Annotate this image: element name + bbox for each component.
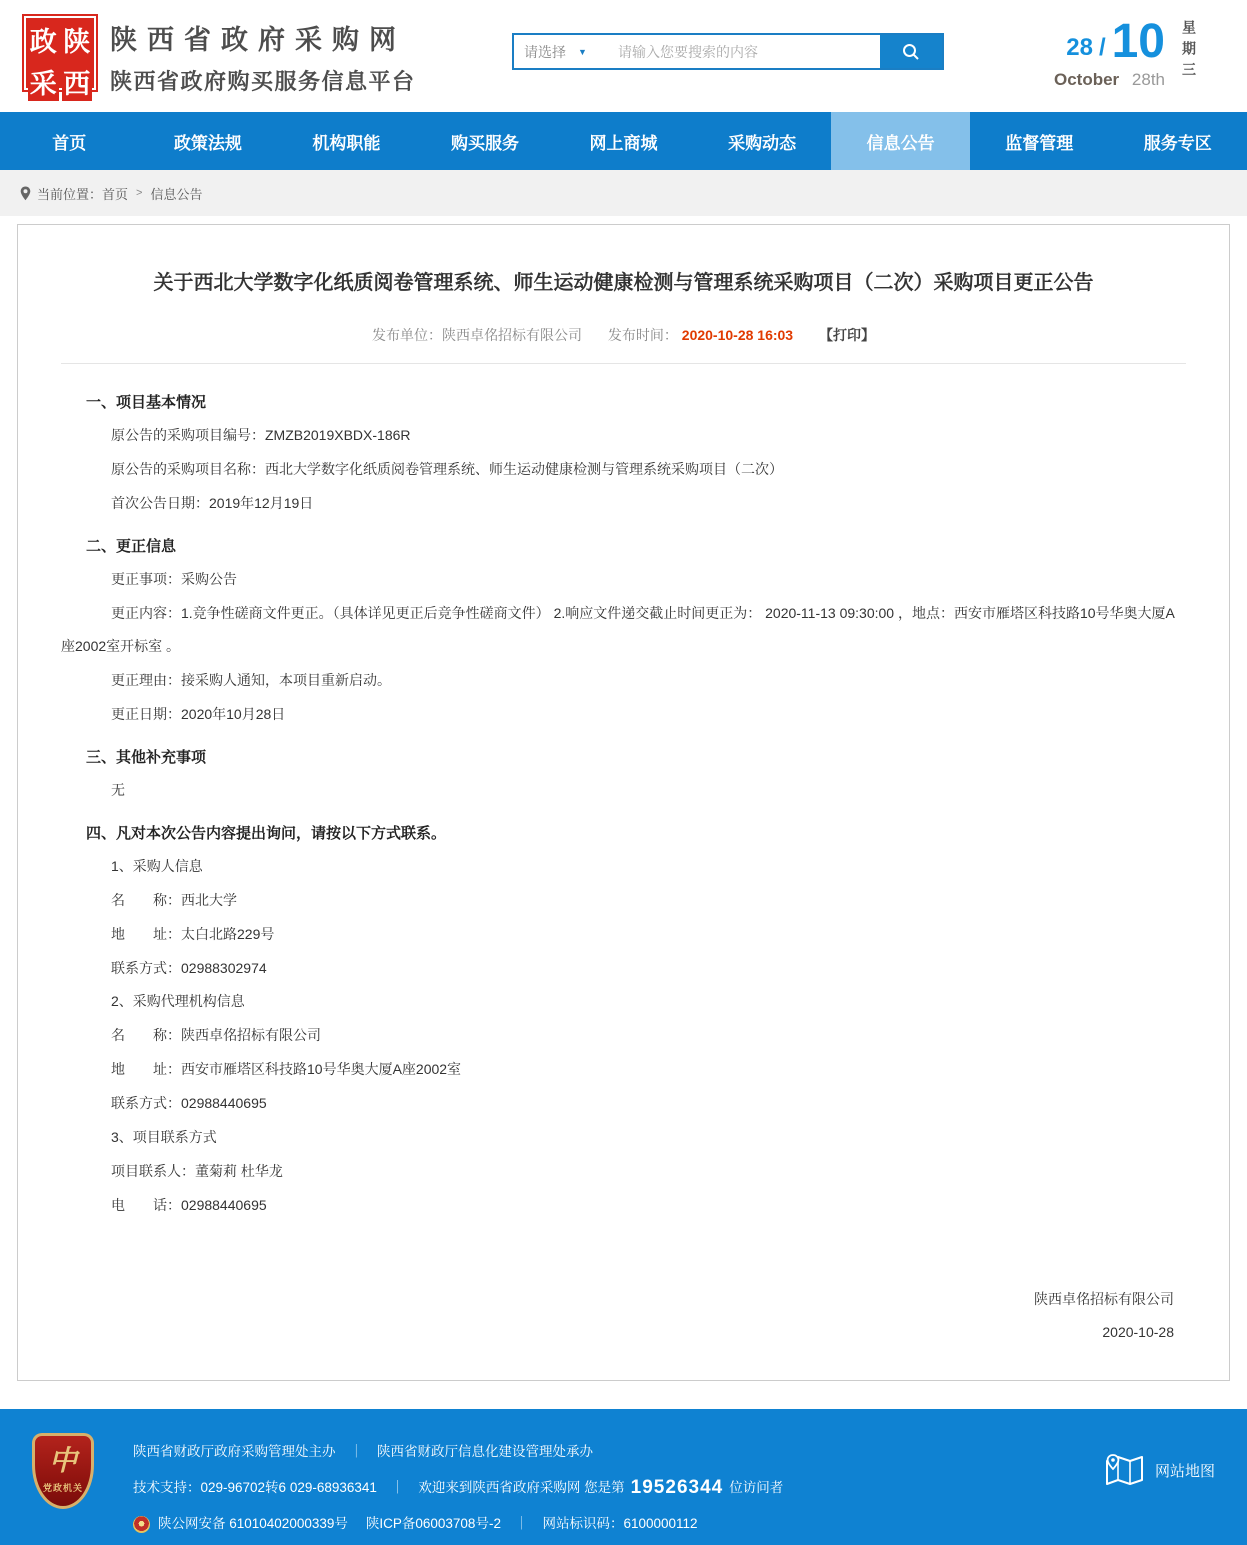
footer-welcome: 欢迎来到陕西省政府采购网 您是第 — [418, 1477, 624, 1499]
page-title: 关于西北大学数字化纸质阅卷管理系统、师生运动健康检测与管理系统采购项目（二次）采购项目更正公告 — [61, 269, 1186, 297]
footer — [0, 1409, 1247, 1545]
publish-time: 2020-10-28 16:03 — [682, 327, 793, 343]
section-heading: 二、更正信息 — [86, 530, 1186, 563]
nav-item-purchase-services[interactable]: 购买服务 — [416, 112, 555, 170]
footer-separator: ｜ — [515, 1513, 529, 1535]
footer-line-2 — [133, 1473, 783, 1503]
paragraph: 3、项目联系方式 — [61, 1121, 1186, 1155]
search-bar — [512, 33, 944, 70]
breadcrumb-home-link[interactable]: 首页 — [102, 184, 128, 203]
paragraph: 联系方式：02988440695 — [61, 1087, 1186, 1121]
search-category-label: 请选择 — [524, 42, 566, 62]
section-heading: 一、项目基本情况 — [86, 386, 1186, 419]
nav-item-announcements[interactable]: 信息公告 — [831, 112, 970, 170]
footer-line-3 — [133, 1513, 783, 1535]
publisher-label: 发布单位： — [372, 327, 442, 343]
badge-emblem-icon: 中 — [49, 1448, 77, 1476]
paragraph: 名 称：陕西卓佲招标有限公司 — [61, 1019, 1186, 1053]
date-widget — [1054, 18, 1239, 90]
nav-item-service-zone[interactable]: 服务专区 — [1109, 112, 1247, 170]
article-meta — [61, 325, 1186, 364]
site-logo[interactable] — [22, 14, 98, 92]
article-body — [61, 386, 1186, 1223]
paragraph: 首次公告日期：2019年12月19日 — [61, 487, 1186, 521]
date-separator: / — [1099, 34, 1106, 62]
footer-organizer: 陕西省财政厅信息化建设管理处承办 — [377, 1441, 593, 1463]
footer-icp-record[interactable]: 陕ICP备06003708号-2 — [366, 1513, 501, 1535]
police-badge-icon — [133, 1516, 150, 1533]
footer-welcome-suffix: 位访问者 — [729, 1477, 783, 1499]
section-heading: 四、凡对本次公告内容提出询问，请按以下方式联系。 — [86, 817, 1186, 850]
paragraph: 电 话：02988440695 — [61, 1189, 1186, 1223]
nav-item-policies[interactable]: 政策法规 — [139, 112, 278, 170]
search-category-select[interactable] — [514, 35, 610, 68]
date-month-name: October — [1054, 70, 1119, 89]
visitor-count: 19526344 — [631, 1473, 724, 1503]
party-government-badge — [32, 1433, 94, 1509]
date-ordinal: 28th — [1132, 70, 1165, 89]
print-button[interactable]: 【打印】 — [819, 327, 875, 343]
breadcrumb-current: 信息公告 — [150, 184, 202, 203]
paragraph: 更正理由：接采购人通知，本项目重新启动。 — [61, 664, 1186, 698]
paragraph: 更正日期：2020年10月28日 — [61, 698, 1186, 732]
date-text — [1054, 70, 1165, 90]
paragraph: 原公告的采购项目名称：西北大学数字化纸质阅卷管理系统、师生运动健康检测与管理系统采购项目（二次） — [61, 453, 1186, 487]
footer-separator: ｜ — [391, 1477, 405, 1499]
header — [0, 0, 1247, 112]
footer-tech-support: 技术支持：029-96702转6 029-68936341 — [133, 1477, 377, 1499]
nav-item-home[interactable]: 首页 — [0, 112, 139, 170]
paragraph: 地 址：西安市雁塔区科技路10号华奥大厦A座2002室 — [61, 1053, 1186, 1087]
logo-char: 采 — [28, 62, 59, 101]
paragraph: 项目联系人：董菊莉 杜华龙 — [61, 1155, 1186, 1189]
signature-company: 陕西卓佲招标有限公司 — [61, 1283, 1174, 1317]
main-nav — [0, 112, 1247, 170]
breadcrumb-separator: > — [136, 187, 142, 199]
paragraph: 1、采购人信息 — [61, 850, 1186, 884]
logo-char: 西 — [62, 62, 93, 101]
paragraph: 名 称：西北大学 — [61, 884, 1186, 918]
search-icon — [902, 43, 920, 61]
nav-item-online-mall[interactable]: 网上商城 — [554, 112, 693, 170]
announcement-box — [17, 224, 1230, 1381]
nav-item-supervision[interactable]: 监督管理 — [970, 112, 1109, 170]
logo-char: 政 — [28, 20, 59, 59]
site-titles — [110, 18, 416, 96]
nav-item-functions[interactable]: 机构职能 — [277, 112, 416, 170]
footer-text — [133, 1441, 783, 1545]
sitemap-link[interactable] — [1105, 1453, 1215, 1487]
search-button[interactable] — [880, 35, 942, 68]
paragraph: 更正内容：1.竞争性磋商文件更正。（具体详见更正后竞争性磋商文件） 2.响应文件递交截止时间更正为： 2020-11-13 09:30:00 ，地点：西安市雁塔区科技路10号华奥大厦A座2002室开标室 。 — [61, 597, 1186, 665]
section-heading: 三、其他补充事项 — [86, 741, 1186, 774]
publish-time-label: 发布时间： — [608, 327, 678, 343]
breadcrumb — [0, 170, 1247, 216]
search-input[interactable] — [610, 35, 880, 68]
content-area — [0, 216, 1247, 1409]
signature-block — [61, 1283, 1186, 1351]
footer-site-code: 网站标识码：6100000112 — [542, 1513, 697, 1535]
location-pin-icon — [20, 186, 31, 201]
paragraph: 2、采购代理机构信息 — [61, 985, 1186, 1019]
footer-host: 陕西省财政厅政府采购管理处主办 — [133, 1441, 336, 1463]
paragraph: 原公告的采购项目编号：ZMZB2019XBDX-186R — [61, 419, 1186, 453]
publisher-name: 陕西卓佲招标有限公司 — [442, 327, 582, 343]
badge-text: 党政机关 — [43, 1481, 83, 1494]
logo-char: 陕 — [62, 20, 93, 59]
footer-separator: ｜ — [350, 1441, 364, 1463]
paragraph: 无 — [61, 774, 1186, 808]
site-name: 陕西省政府采购网 — [110, 18, 416, 57]
sitemap-icon — [1105, 1453, 1145, 1487]
paragraph: 联系方式：02988302974 — [61, 952, 1186, 986]
footer-security-record[interactable]: 陕公网安备 61010402000339号 — [158, 1513, 348, 1535]
paragraph: 地 址：太白北路229号 — [61, 918, 1186, 952]
sitemap-label: 网站地图 — [1155, 1460, 1215, 1481]
signature-date: 2020-10-28 — [61, 1316, 1174, 1350]
site-subtitle: 陕西省政府购买服务信息平台 — [110, 65, 416, 96]
footer-line-1 — [133, 1441, 783, 1463]
date-numbers — [1054, 18, 1165, 66]
date-day: 28 — [1066, 34, 1093, 62]
nav-item-procurement-news[interactable]: 采购动态 — [693, 112, 832, 170]
chevron-down-icon: ▼ — [578, 47, 587, 57]
paragraph: 更正事项：采购公告 — [61, 563, 1186, 597]
date-month-number: 10 — [1112, 18, 1165, 66]
breadcrumb-prefix: 当前位置： — [37, 184, 102, 203]
date-weekday: 星期三 — [1179, 20, 1199, 83]
